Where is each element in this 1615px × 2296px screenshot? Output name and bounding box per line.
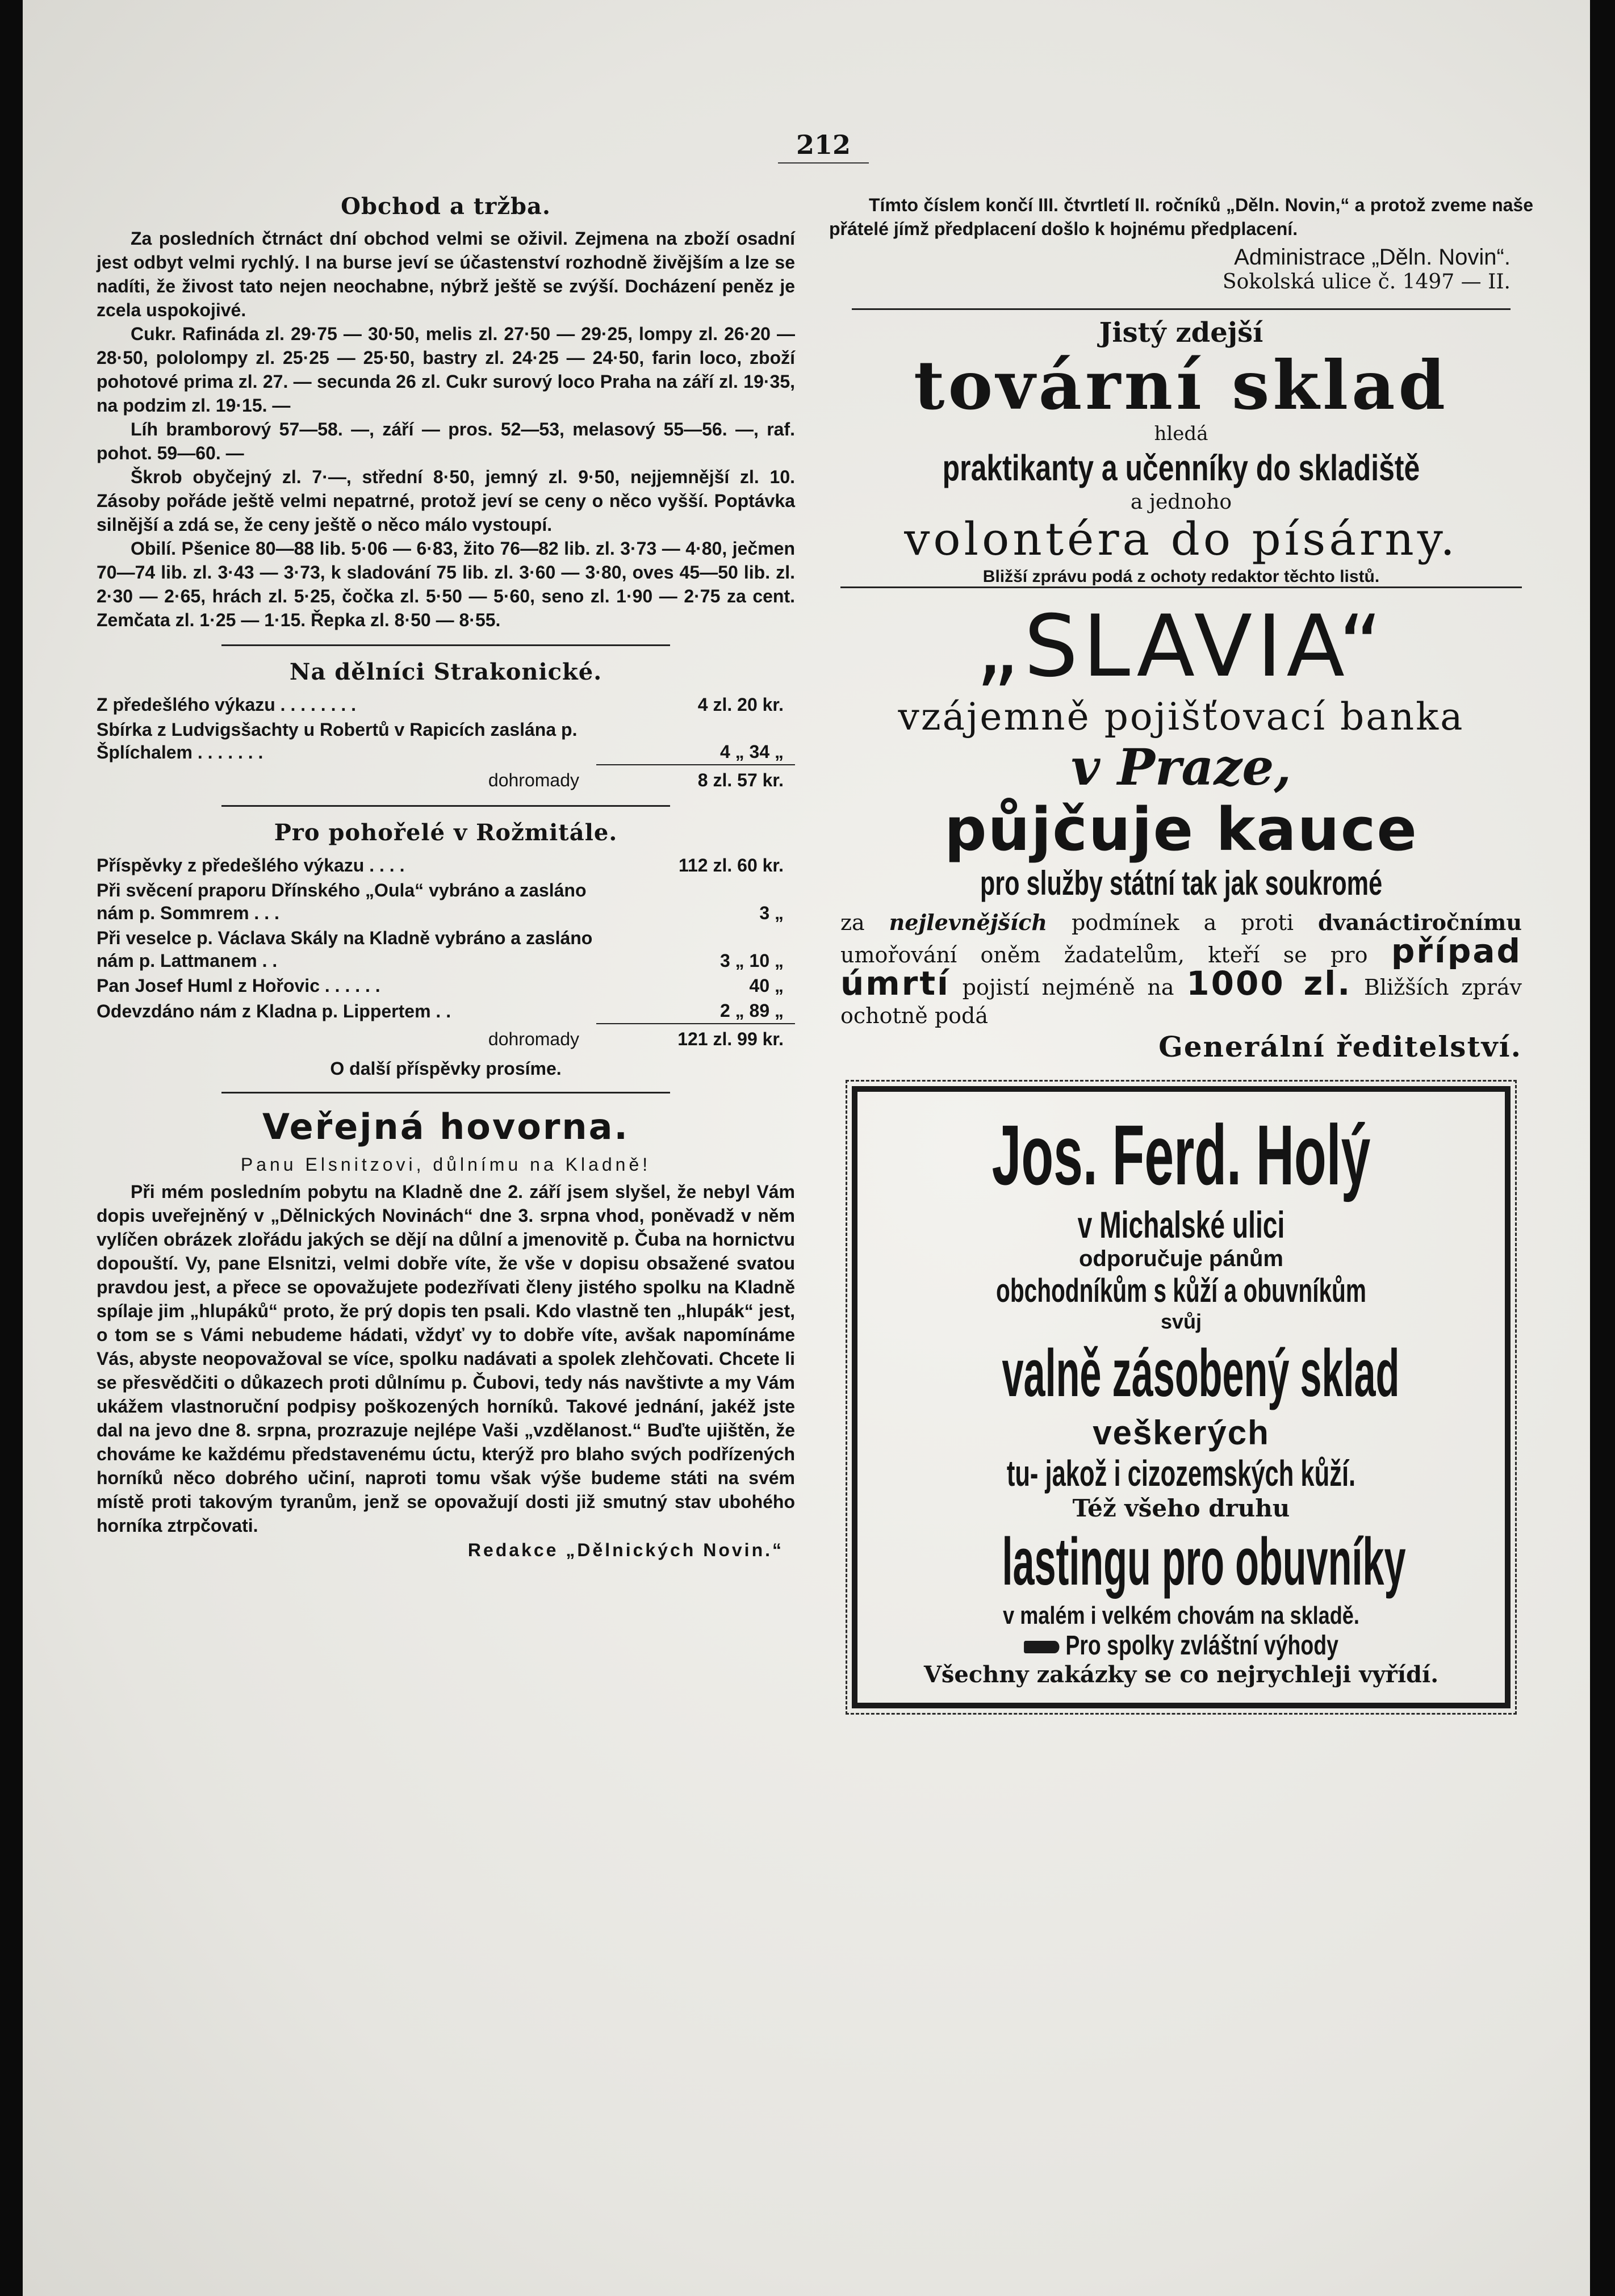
holy-name: Jos. Ferd. Holý	[991, 1107, 1371, 1203]
newspaper-page	[23, 0, 1590, 2296]
total-row	[97, 765, 795, 793]
slavia-name: „SLAVIA“	[975, 597, 1387, 696]
row-amount: 2 „ 89 „	[596, 998, 795, 1024]
holy-line: obchodníkům s kůží a obuvníkům	[996, 1272, 1366, 1309]
notice-text: Tímto číslem končí III. čtvrtletí II. ročníků „Děln. Novin,“ a protož zveme naše přátelé jímž předplacení došlo k hojnému předplacení.	[829, 195, 1533, 239]
trade-starch: Škrob obyčejný zl. 7·—, střední 8·50, jemný zl. 9·50, nejjemnější zl. 10. Zásoby pořáde ještě velmi nepatrné, protož jeví se ceny o něco vyšší. Poptávka silnější a zdá se, že ceny ještě o něco málo vystoupí.	[97, 467, 795, 535]
holy-line: svůj	[1160, 1310, 1202, 1333]
holy-clubs: Pro spolky zvláštní výhody	[940, 1630, 1422, 1661]
row-amount: 4 zl. 20 kr.	[697, 694, 784, 715]
holy-ad	[852, 1086, 1511, 1708]
right-column	[829, 193, 1533, 1708]
section-divider	[221, 805, 670, 807]
holy-line: valně zásobený sklad	[1002, 1336, 1400, 1411]
row-amount: 112 zl. 60 kr.	[678, 855, 784, 875]
holy-line: v malém i velkém chovám na skladě.	[1003, 1602, 1359, 1629]
pointing-hand-icon	[1024, 1641, 1059, 1653]
subscription-notice	[829, 193, 1533, 294]
slavia-for: pro služby státní tak jak soukromé	[980, 864, 1383, 902]
holy-line: odporučuje pánům	[1079, 1246, 1283, 1271]
page-number: 212	[778, 129, 869, 164]
trade-spirits: Líh bramborový 57—58. —, září — pros. 52—53, melasový 55—56. —, raf. pohot. 59—60. —	[97, 419, 795, 463]
public-forum-section	[97, 1106, 795, 1561]
ad-line: praktikanty a učenníky do skladiště	[942, 447, 1420, 488]
row-label: Při svěcení praporu Dřínského „Oula“ vybráno a zasláno nám p. Sommrem . . .	[97, 880, 587, 923]
forum-salutation: Panu Elsnitzovi, důlnímu na Kladně!	[240, 1154, 651, 1175]
row-amount: 40 „	[749, 975, 784, 996]
trade-intro: Za posledních čtrnáct dní obchod velmi se oživil. Zejmena na zboží osadní jest odbyt velmi rychlý. I na burse jeví se účastenství rozhodně živějším a lze se nadíti, že živost tato nejen neochabne, nýbrž ještě se zvýší. Docházení peněz je zcela uspokojivé.	[97, 228, 795, 320]
row-label: Odevzdáno nám z Kladna p. Lippertem . .	[97, 1001, 451, 1021]
trade-sugar: Cukr. Rafináda zl. 29·75 — 30·50, melis zl. 27·50 — 29·25, lompy zl. 26·20 — 28·50, pololompy zl. 25·25 — 25·50, bastry zl. 24·25 — 24·50, farin loco, zboží pohotové prima zl. 27. — secunda 26 zl. Cukr surový loco Praha na září zl. 19·35, na podzim zl. 19·15. —	[97, 324, 795, 416]
forum-body: Při mém posledním pobytu na Kladně dne 2. září jsem slyšel, že nebyl Vám dopis uveřejněný v „Dělnických Novinách“ dne 3. srpna vhod, poněvadž v něm vylíčen obrázek zlořádu jakých se dějí na důlní a jmenovitě p. Čuba na hornictvu dopouští. Vy, pane Elsnitzi, velmi dobře víte, že vše v dopisu obsažené svatou pravdou jest, a přece se opovažujete podezřívati členy jistého spolku na Kladně spílaje jim „hlupáků“ proto, že prý dopis ten psali. Kdo vlastně ten „hlupák“ jest, o tom se s Vámi nebudeme hádati, vždyť vy to dobře víte, avšak napomínáme Vás, abyste neopovažoval se více, spolku nadávati a spolek zlehčovati. Chcete li se přesvědčiti o důkazech proti důlnímu p. Čubovi, tedy nás navštivte a my Vám ukážem vlastnoruční podpisy poškozených horníků. Takové jednání, jakéž jste dal na jevo dne 8. srpna, prozrazuje nejlépe Vaši „vzdělanost.“ Buďte ujištěn, že chováme ke každému představenému úctu, kterýž pro blaho svých podřízených horníků něco dobrého učiní, naproti tomu však výše budeme státi na svém místě proti takovým tyranům, jenž se opovažují dosti již smutný stav ubohého horníka ztrpčovati.	[97, 1181, 795, 1536]
trade-section	[97, 193, 795, 632]
slavia-offer: půjčuje kauce	[944, 795, 1418, 864]
total-amount: 8 zl. 57 kr.	[697, 770, 784, 790]
holy-line: Též všeho druhu	[1072, 1494, 1290, 1522]
table-row	[97, 925, 795, 973]
section-divider	[221, 644, 670, 646]
row-label: Příspěvky z předešlého výkazu . . . .	[97, 855, 405, 875]
strakonice-section	[97, 659, 795, 793]
holy-line: tu- jakož i cizozemských kůží.	[1006, 1453, 1356, 1494]
ad-line: volontéra do písárny.	[904, 513, 1458, 565]
notice-address: Sokolská ulice č. 1497 — II.	[1222, 270, 1511, 294]
left-column	[97, 193, 795, 1561]
row-label: Při veselce p. Václava Skály na Kladně vybráno a zasláno nám p. Lattmanem . .	[97, 928, 593, 971]
donation-note: O další příspěvky prosíme.	[330, 1058, 562, 1079]
rozmital-table	[97, 853, 795, 1051]
forum-signature: Redakce „Dělnických Novin.“	[467, 1540, 784, 1560]
slavia-city: v Praze,	[1071, 738, 1291, 797]
ad-divider	[852, 308, 1511, 310]
strakonice-table	[97, 692, 795, 793]
holy-line: veškerých	[1093, 1414, 1270, 1452]
rozmital-title: Pro pohořelé v Rožmitále.	[274, 819, 618, 846]
slavia-subtitle: vzájemně pojišťovací banka	[898, 695, 1465, 739]
slavia-body: za nejlevnějších podmínek a proti dvanáctiročnímu umořování oněm žadatelům, kteří se pro případ úmrtí pojistí nejméně na 1000 zl. Bližších zpráv ochotně podá	[840, 910, 1522, 1028]
ad-line: Jistý zdejší	[1099, 317, 1263, 349]
holy-street: v Michalské ulici	[1077, 1204, 1285, 1246]
table-row	[97, 853, 795, 878]
ad-line: hledá	[1154, 422, 1208, 445]
section-divider	[221, 1092, 670, 1093]
row-label: Z předešlého výkazu . . . . . . . .	[97, 694, 357, 715]
table-row	[97, 998, 795, 1024]
ad-line: Bližší zprávu podá z ochoty redaktor těchto listů.	[840, 567, 1522, 588]
holy-line: Všechny zakázky se co nejrychleji vyřídí.	[923, 1661, 1439, 1688]
rozmital-section	[97, 819, 795, 1079]
total-amount: 121 zl. 99 kr.	[677, 1029, 784, 1049]
holy-line: lastingu pro obuvníky	[1002, 1524, 1406, 1599]
notice-admin: Administrace „Děln. Novin“.	[1234, 245, 1511, 270]
table-row	[97, 692, 795, 717]
row-amount: 4 „ 34 „	[596, 717, 795, 765]
warehouse-ad	[829, 317, 1533, 588]
strakonice-title: Na dělníci Strakonické.	[289, 659, 603, 685]
total-label: dohromady	[488, 1029, 579, 1049]
table-row	[97, 878, 795, 925]
slavia-ad	[829, 598, 1533, 1063]
total-label: dohromady	[488, 770, 579, 790]
trade-title: Obchod a tržba.	[341, 193, 551, 220]
row-amount: 3 „ 10 „	[719, 950, 784, 971]
slavia-signature: Generální ředitelství.	[1158, 1030, 1522, 1063]
row-label: Sbírka z Ludvigsšachty u Robertů v Rapicích zaslána p. Šplíchalem . . . . . . .	[97, 719, 578, 762]
public-forum-title: Veřejná hovorna.	[262, 1106, 629, 1147]
ad-line: a jednoho	[1130, 491, 1232, 514]
row-label: Pan Josef Huml z Hořovic . . . . . .	[97, 975, 380, 996]
row-amount: 3 „	[759, 903, 784, 923]
total-row	[97, 1024, 795, 1051]
ad-headline: tovární sklad	[913, 346, 1449, 425]
table-row	[97, 973, 795, 998]
table-row	[97, 717, 795, 765]
trade-grain: Obilí. Pšenice 80—88 lib. 5·06 — 6·83, žito 76—82 lib. zl. 3·73 — 4·80, ječmen 70—74 lib. zl. 3·43 — 3·73, k sladování 75 lib. zl. 3·60 — 3·80, oves 45—50 lib. zl. 2·30 — 2·65, hrách zl. 5·25, čočka zl. 5·50 — 5·60, seno zl. 1·90 — 2·75 za cent. Zemčata zl. 1·25 — 1·15. Řepka zl. 8·50 — 8·55.	[97, 538, 795, 630]
